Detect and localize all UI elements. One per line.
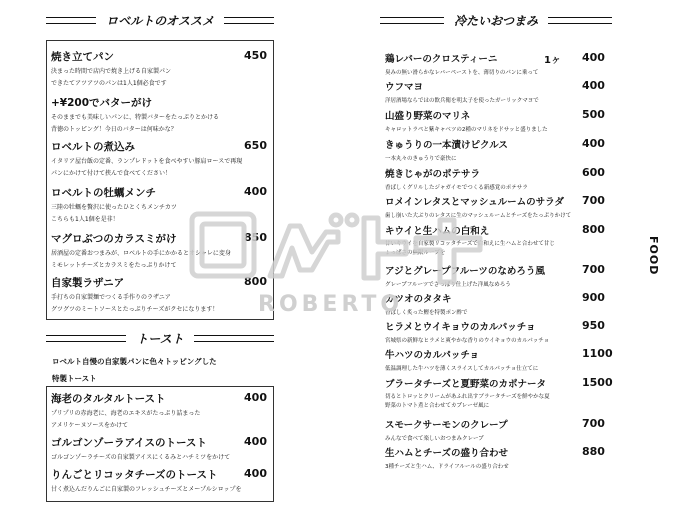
item-desc: ゴルゴンゾーラチーズの自家製アイスにくるみとハチミツをかけて xyxy=(51,454,231,461)
item-desc: グツグツのミートソースとたっぷりチーズがクセになります！ xyxy=(51,306,219,313)
item-price: 400 xyxy=(244,391,267,404)
item-price: 880 xyxy=(582,445,605,458)
item-price: 400 xyxy=(244,435,267,448)
item-desc: パンにかけて付けて挟んで食べてください！ xyxy=(51,170,172,177)
item-price: 700 xyxy=(582,194,605,207)
item-name: 自家製ラザニア xyxy=(51,277,125,289)
item-desc: 3種チーズと生ハム、ドライフルールの盛り合わせ xyxy=(385,464,509,470)
item-price: 700 xyxy=(582,417,605,430)
item-desc: 一本丸々のきゅうりで豪快に xyxy=(385,156,457,162)
item-name: きゅうりの一本漬けピクルス xyxy=(385,140,508,151)
item-name: 鶏レバーのクロスティーニ xyxy=(385,54,498,65)
watermark-text: ROBERTO xyxy=(258,292,404,317)
item-desc: こちらも1人1個を是非！ xyxy=(51,216,119,223)
item-name: +¥200でバターがけ xyxy=(51,97,153,109)
item-desc: 決まった時間で店内で焼き上げる自家製パン xyxy=(51,68,172,75)
item-price: 400 xyxy=(244,185,267,198)
toast-title: トースト xyxy=(136,332,184,346)
recommend-header xyxy=(46,12,274,29)
toast-header xyxy=(46,330,274,347)
item-name: 焼き立てパン xyxy=(51,51,114,63)
item-name: ロメインレタスとマッシュルームのサラダ xyxy=(385,197,565,208)
item-desc: 香ばしくグリルしたジャガイモでつくる新感覚のポテサラ xyxy=(385,185,528,191)
item-price: 400 xyxy=(582,79,605,92)
item-name: カツオのタタキ xyxy=(385,294,452,305)
item-desc: 切るとトロッとクリームがあふれ出すブラータチーズを鮮やかな夏野菜のトマト煮と合わせてカプレーゼ風に xyxy=(385,394,550,409)
item-price: 450 xyxy=(244,49,267,62)
item-desc: 三陸の牡蠣を贅沢に使ったひとくちメンチカツ xyxy=(51,204,177,211)
item-name: ロベルトの牡蠣メンチ xyxy=(51,187,156,199)
item-desc: みんなで食べて楽しいおつまみクレープ xyxy=(385,436,484,442)
item-name: 山盛り野菜のマリネ xyxy=(385,111,471,122)
item-qty: 1ヶ xyxy=(544,55,561,66)
item-name: 焼きじゃがのポテサラ xyxy=(385,169,481,180)
toast-note: 特製トースト xyxy=(52,374,97,383)
item-name: 海老のタルタルトースト xyxy=(51,393,166,405)
item-desc: 背徳のトッピング！今日のバターは何味かな？ xyxy=(51,126,177,133)
item-desc: 臭みの無い滑らかなレバーペーストを、薄切りのパンに乗って xyxy=(385,70,539,76)
item-desc: そのままでも美味しいパンに、特製バターをたっぷりとかける xyxy=(51,114,220,121)
item-price: 400 xyxy=(582,51,605,64)
item-desc: 香ばしく炙った鰹を特製ポン酢で xyxy=(385,310,468,316)
divider xyxy=(548,17,612,24)
toast-box xyxy=(46,386,274,502)
divider xyxy=(194,335,274,342)
item-desc: 宮城県の新鮮なヒラメと爽やかな香りのウイキョウのカルパッチョ xyxy=(385,338,550,344)
divider xyxy=(380,17,444,24)
item-desc: 甘いキウイを自家製リコッタチーズで白和えに生ハムと合わせて甘じょっぱさの無限ループを xyxy=(385,241,555,256)
item-price: 1100 xyxy=(582,347,613,360)
item-price: 500 xyxy=(582,108,605,121)
item-desc: ミモレットチーズとカラスミをたっぷりかけて xyxy=(51,262,177,269)
toast-note: ロベルト自慢の自家製パンに色々トッピングした xyxy=(52,357,217,366)
item-name: りんごとリコッタチーズのトースト xyxy=(51,469,218,481)
item-name: ゴルゴンゾーラアイスのトースト xyxy=(51,437,207,449)
item-price: 400 xyxy=(582,137,605,150)
item-desc: グレープフルーツでさっぱり仕上げた洋風なめろう xyxy=(385,282,511,288)
item-desc: 洋居酒場ならではの飲兵衛を明太子を使ったガーリックマヨで xyxy=(385,98,539,104)
item-name: ロベルトの煮込み xyxy=(51,141,135,153)
item-price: 650 xyxy=(244,139,267,152)
item-price: 900 xyxy=(582,291,605,304)
watermark-logo xyxy=(188,206,488,296)
item-price: 400 xyxy=(244,467,267,480)
item-name: ブラータチーズと夏野菜のカポナータ xyxy=(385,379,547,390)
item-desc: できたてアツアツのパンは1人1個必食です xyxy=(51,80,167,87)
item-desc: 居酒屋の定番おつまみが、ロベルトの手にかかるとオシャレに変身 xyxy=(51,250,231,257)
item-desc: 甘く煮込んだりんごに自家製のフレッシュチーズとメープルシロップを xyxy=(51,486,242,493)
item-desc: イタリア屋台飯の定番、ランプレドットを食べやすい豚肩ロースで再現 xyxy=(51,158,243,165)
item-price: 800 xyxy=(244,275,267,288)
item-price: 700 xyxy=(582,263,605,276)
item-name: 生ハムとチーズの盛り合わせ xyxy=(385,448,509,459)
item-name: 牛ハツのカルパッチョ xyxy=(385,350,480,361)
divider xyxy=(46,17,96,24)
item-price: 1500 xyxy=(582,376,613,389)
cold-snacks-title: 冷たいおつまみ xyxy=(454,14,538,28)
item-name: マグロぶつのカラスミがけ xyxy=(51,233,177,245)
divider xyxy=(224,17,274,24)
cold-snacks-header xyxy=(380,12,612,29)
item-desc: アメリケーヌソースをかけて xyxy=(51,422,129,429)
item-desc: プリプリの赤海老に、海老のエキスがたっぷり詰まった xyxy=(51,410,201,417)
item-price: 800 xyxy=(582,223,605,236)
divider xyxy=(46,335,126,342)
side-label: FOOD xyxy=(647,236,660,276)
item-price: 850 xyxy=(244,231,267,244)
item-name: アジとグレープフルーツのなめろう風 xyxy=(385,266,545,277)
item-name: スモークサーモンのクレープ xyxy=(385,420,508,431)
item-desc: 手打ちの自家製麺でつくる手作りのラザニア xyxy=(51,294,171,301)
item-name: ウフマヨ xyxy=(385,82,424,93)
item-price: 950 xyxy=(582,319,605,332)
item-name: キウイと生ハムの白和え xyxy=(385,226,490,237)
item-desc: 低温調理した牛ハツを薄くスライスしてカルパッチョ仕立てに xyxy=(385,366,539,372)
item-name: ヒラメとウイキョウのカルパッチョ xyxy=(385,322,536,333)
recommend-title: ロベルトのオススメ xyxy=(106,14,214,28)
item-desc: 歯し崩いた大ぶりのレタスに生のマッシュルームとチーズをたっぷりかけて xyxy=(385,213,572,219)
item-price: 600 xyxy=(582,166,605,179)
item-desc: キャロットラペと紫キャベツの2種のマリネをドサッと盛りました xyxy=(385,127,548,133)
